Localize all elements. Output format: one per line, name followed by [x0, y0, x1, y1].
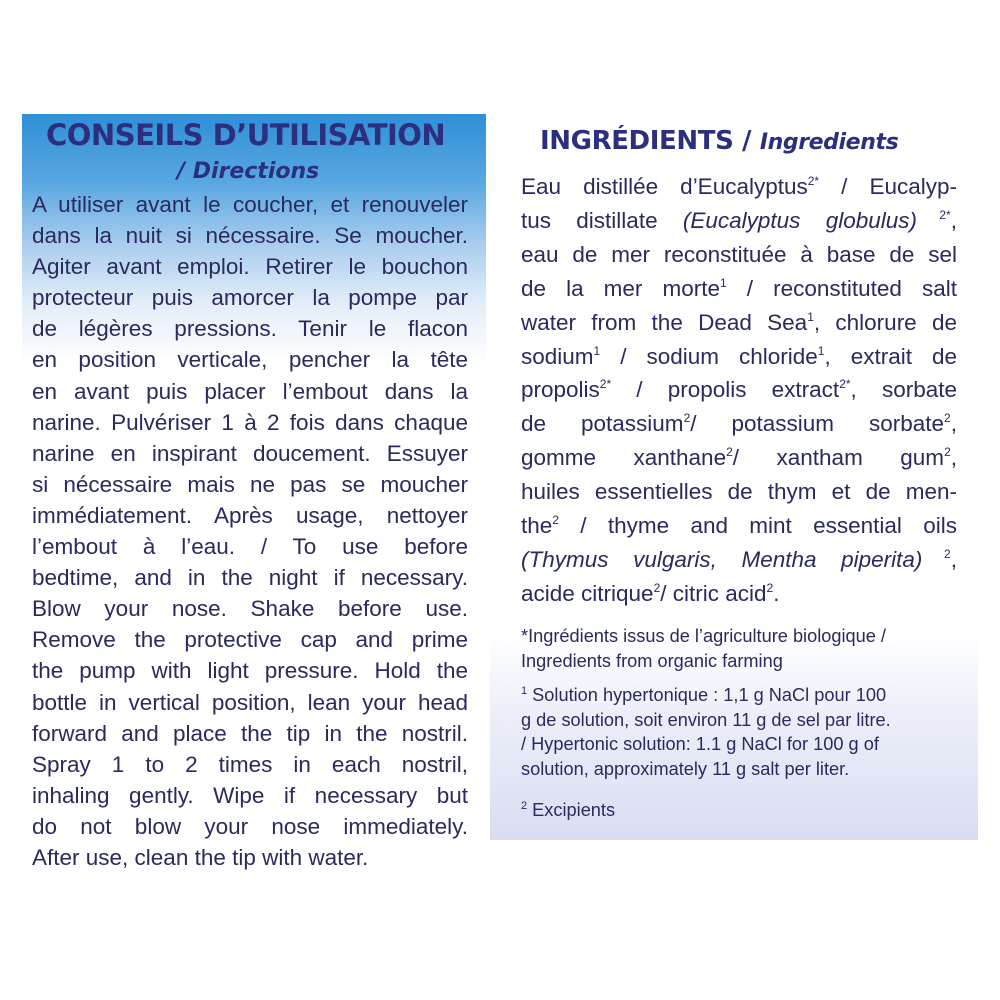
hypertonic-footnote: $^1$ Solution hypertonique : 1,1 g NaCl pour 100 g de solution, soit environ 11 g de sel par litre. / Hypertonic solution: 1.1 g NaCl for 100 g of solution, approximately 11 g salt per liter. — [521, 685, 891, 779]
directions-line: narine. Pulvériser 1 à 2 fois dans chaque — [32, 409, 468, 435]
directions-line: immédiatement. Après usage, nettoyer — [32, 502, 468, 528]
directions-line: bottle in vertical position, lean your head — [32, 689, 468, 715]
directions-title: CONSEILS D’UTILISATION — [46, 118, 446, 152]
ingredients-text — [521, 170, 957, 611]
directions-line: inhaling gently. Wipe if necessary but — [32, 782, 468, 808]
ingredients-line: Eau distillée d’Eucalyptus$^{2*}$ / Eucalyp- — [521, 174, 957, 199]
directions-line: de légères pressions. Tenir le flacon — [32, 316, 468, 342]
ingredients-line: eau de mer reconstituée à base de sel — [521, 241, 957, 267]
directions-line: the pump with light pressure. Hold the — [32, 658, 468, 684]
ingredients-line: sodium$^1$ / sodium chloride$^1$, extrait de — [521, 343, 957, 369]
ingredients-line: acide citrique$^2$/ citric acid$^2$. — [521, 580, 780, 606]
directions-line: l’embout à l’eau. / To use before — [32, 534, 468, 560]
organic-footnote: *Ingrédients issus de l’agriculture biologique / Ingredients from organic farming — [521, 626, 886, 671]
directions-line: si nécessaire mais ne pas se moucher — [32, 471, 468, 497]
directions-line: protecteur puis amorcer la pompe par — [32, 285, 468, 311]
directions-line: en avant puis placer l’embout dans la — [32, 378, 468, 404]
directions-line: bedtime, and in the night if necessary. — [32, 565, 468, 591]
directions-line: forward and place the tip in the nostril. — [32, 720, 468, 746]
directions-line: Agiter avant emploi. Retirer le bouchon — [32, 254, 468, 280]
directions-subtitle: / Directions — [177, 159, 320, 184]
directions-line: Spray 1 to 2 times in each nostril, — [32, 751, 468, 777]
directions-line: dans la nuit si nécessaire. Se moucher. — [32, 223, 468, 249]
ingredients-title: INGRÉDIENTS / Ingredients — [540, 126, 899, 156]
ingredients-line: (Thymus vulgaris, Mentha piperita) $^2$, — [521, 546, 957, 572]
ingredients-line: propolis$^{2*}$ / propolis extract$^{2*}$, sorbate — [521, 377, 957, 403]
ingredients-line: de la mer morte$^1$ / reconstituted salt — [521, 275, 957, 301]
excipients-footnote: $^2$ Excipients — [521, 800, 616, 820]
directions-line: Remove the protective cap and prime — [32, 627, 468, 653]
directions-line: narine en inspirant doucement. Essuyer — [32, 440, 468, 466]
directions-line: A utiliser avant le coucher, et renouveler — [32, 192, 468, 217]
directions-text — [32, 189, 468, 873]
directions-line: After use, clean the tip with water. — [32, 844, 369, 870]
ingredients-line: huiles essentielles de thym et de men- — [521, 479, 957, 505]
ingredients-line: tus distillate (Eucalyptus globulus) $^{2*}$, — [521, 207, 957, 233]
directions-line: en position verticale, pencher la tête — [32, 347, 468, 373]
ingredients-line: de potassium$^2$/ potassium sorbate$^2$, — [521, 411, 957, 437]
directions-line: Blow your nose. Shake before use. — [32, 596, 468, 622]
ingredients-line: the$^2$ / thyme and mint essential oils — [521, 513, 957, 539]
ingredients-line: gomme xanthane$^2$/ xantham gum$^2$, — [521, 445, 958, 471]
ingredients-line: water from the Dead Sea$^1$, chlorure de — [521, 309, 957, 335]
directions-line: do not blow your nose immediately. — [32, 813, 468, 839]
